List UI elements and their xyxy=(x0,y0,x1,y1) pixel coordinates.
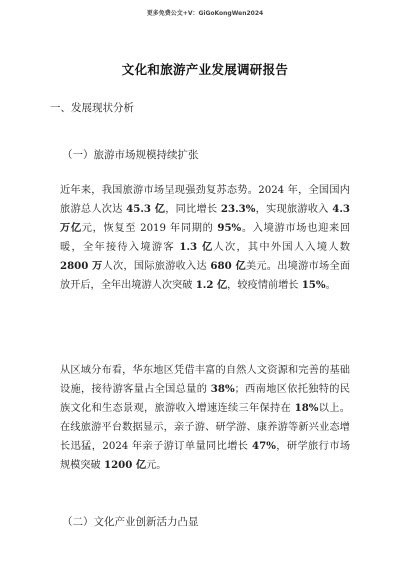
text-run: 以上。在线旅游平台数据显示，亲子游、研学游、康养游等新兴业态增长迅猛，2024 年亲子游订单量同比增长 xyxy=(60,403,350,452)
highlighted-figure: 1.2 亿 xyxy=(195,279,228,291)
highlighted-figure: 38% xyxy=(210,383,235,395)
text-run: 近年来，我国旅游市场呈现强劲复苏态势。2024 年，全国国内旅游总人次达 xyxy=(60,185,350,215)
text-run: 从区域分布看，华东地区凭借丰富的自然人文资源和完善的基础设施，接待游客量占全国总量的 xyxy=(60,365,350,395)
text-run: 元。 xyxy=(146,460,167,471)
highlighted-figure: 1.3 亿 xyxy=(179,241,214,253)
highlighted-figure: 45.3 亿 xyxy=(126,203,166,215)
text-run: ，较疫情前增长 xyxy=(227,280,302,291)
text-run: 人次，其中外国人入境人数 xyxy=(213,242,350,253)
section-heading-development-status: 一、发展现状分析 xyxy=(50,102,134,114)
text-run: ，同比增长 xyxy=(165,204,221,215)
highlighted-figure: 15% xyxy=(301,279,326,291)
text-run: 美元。出境游市场全面放开后，全年出境游人次突破 xyxy=(60,261,351,291)
text-run: ，研学旅行市场规模突破 xyxy=(60,441,351,471)
paragraph-regional-distribution xyxy=(60,361,350,475)
text-run: 。 xyxy=(325,280,336,291)
highlighted-figure: 1200 亿 xyxy=(104,459,147,471)
highlighted-figure: 47% xyxy=(252,440,276,452)
subsection-heading-tourism-market: （一）旅游市场规模持续扩张 xyxy=(62,149,199,161)
subsection-heading-cultural-industry: （二）文化产业创新活力凸显 xyxy=(62,516,199,528)
highlighted-figure: 4.3 万亿 xyxy=(60,203,350,234)
highlighted-figure: 95% xyxy=(217,222,242,234)
document-title: 文化和旅游产业发展调研报告 xyxy=(121,62,289,77)
paragraph-tourism-overview xyxy=(60,181,350,295)
highlighted-figure: 18% xyxy=(294,402,319,414)
text-run: ；西南地区依托独特的民族文化和生态景观，旅游收入增速连续三年保持在 xyxy=(60,384,350,414)
highlighted-figure: 680 亿 xyxy=(210,260,246,272)
text-run: 。入境游市场也迎来回暖，全年接待入境游客 xyxy=(60,223,351,253)
text-run: 人次，国际旅游收入达 xyxy=(102,261,211,272)
header-note: 更多免费公文+V：GiGoKongWen2024 xyxy=(146,10,264,17)
text-run: ，实现旅游收入 xyxy=(255,204,333,215)
highlighted-figure: 2800 万 xyxy=(60,260,103,272)
highlighted-figure: 23.3% xyxy=(220,203,256,215)
text-run: 元，恢复至 2019 年同期的 xyxy=(81,223,218,234)
